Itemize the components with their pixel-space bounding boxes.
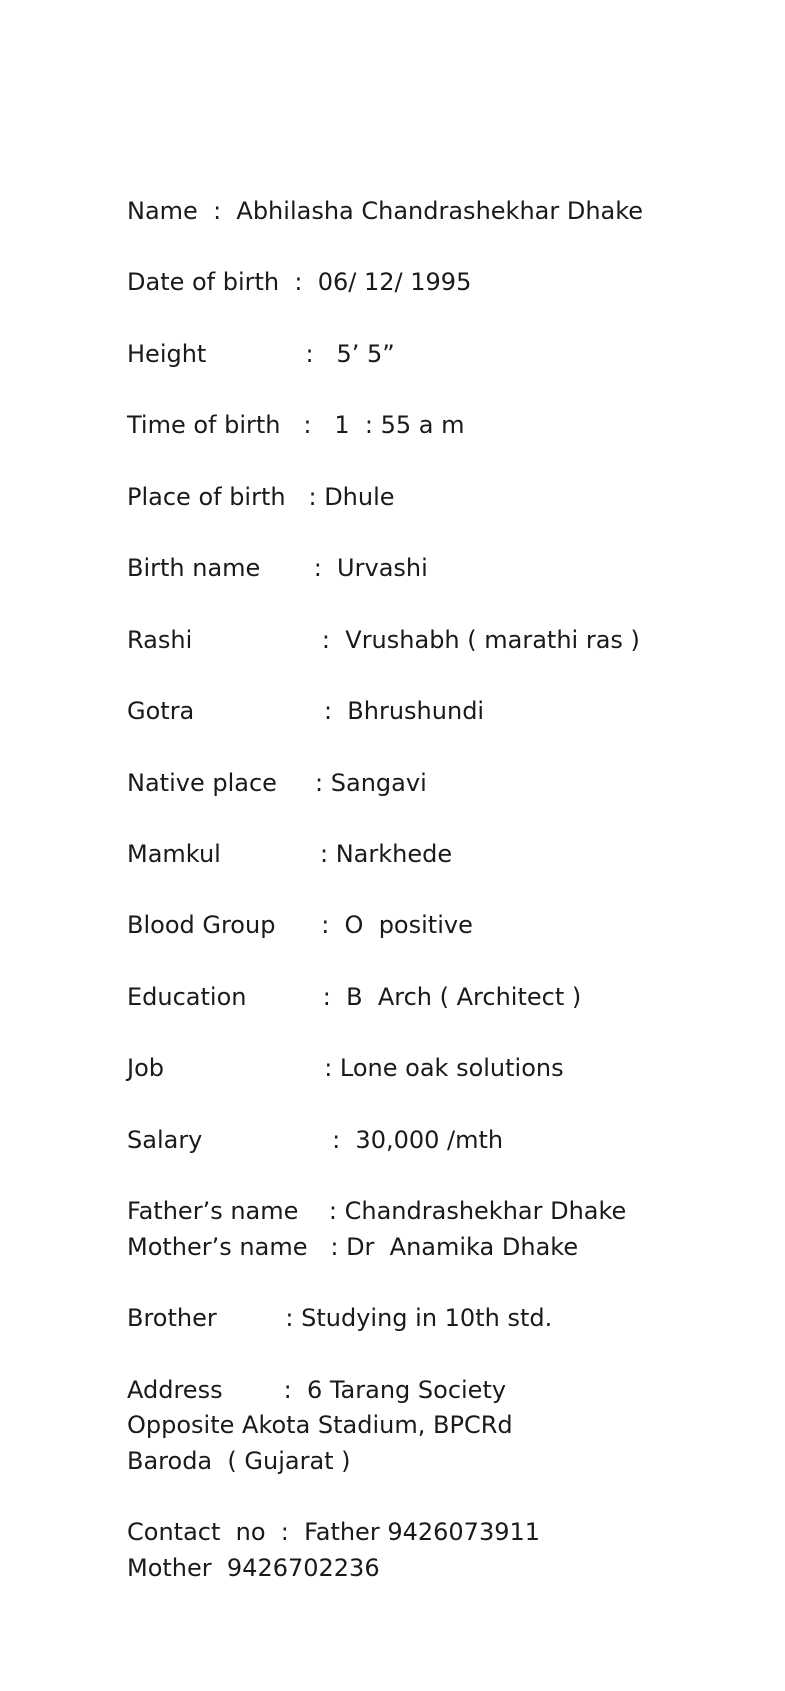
brother-line: Brother : Studying in 10th std. [127, 1304, 553, 1332]
blood-group-line: Blood Group : O positive [127, 911, 473, 939]
name-line: Name : Abhilasha Chandrashekhar Dhake [127, 197, 644, 225]
mamkul-line: Mamkul : Narkhede [127, 840, 453, 868]
rashi-line: Rashi : Vrushabh ( marathi ras ) [127, 626, 640, 654]
education-line: Education : B Arch ( Architect ) [127, 983, 582, 1011]
height-line: Height : 5’ 5” [127, 340, 395, 368]
mother-line: Mother’s name : Dr Anamika Dhake [127, 1233, 579, 1261]
native-place-line: Native place : Sangavi [127, 769, 427, 797]
job-line: Job : Lone oak solutions [127, 1054, 564, 1082]
dob-line: Date of birth : 06/ 12/ 1995 [127, 268, 472, 296]
address-line-1: Address : 6 Tarang Society [127, 1376, 507, 1404]
contact-line-2: Mother 9426702236 [127, 1554, 380, 1582]
address-line-2: Opposite Akota Stadium, BPCRd [127, 1411, 513, 1439]
salary-line: Salary : 30,000 /mth [127, 1126, 504, 1154]
father-line: Father’s name : Chandrashekhar Dhake [127, 1197, 627, 1225]
contact-line-1: Contact no : Father 9426073911 [127, 1518, 541, 1546]
address-line-3: Baroda ( Gujarat ) [127, 1447, 351, 1475]
gotra-line: Gotra : Bhrushundi [127, 697, 485, 725]
birth-name-line: Birth name : Urvashi [127, 554, 428, 582]
time-of-birth-line: Time of birth : 1 : 55 a m [127, 411, 465, 439]
place-of-birth-line: Place of birth : Dhule [127, 483, 395, 511]
